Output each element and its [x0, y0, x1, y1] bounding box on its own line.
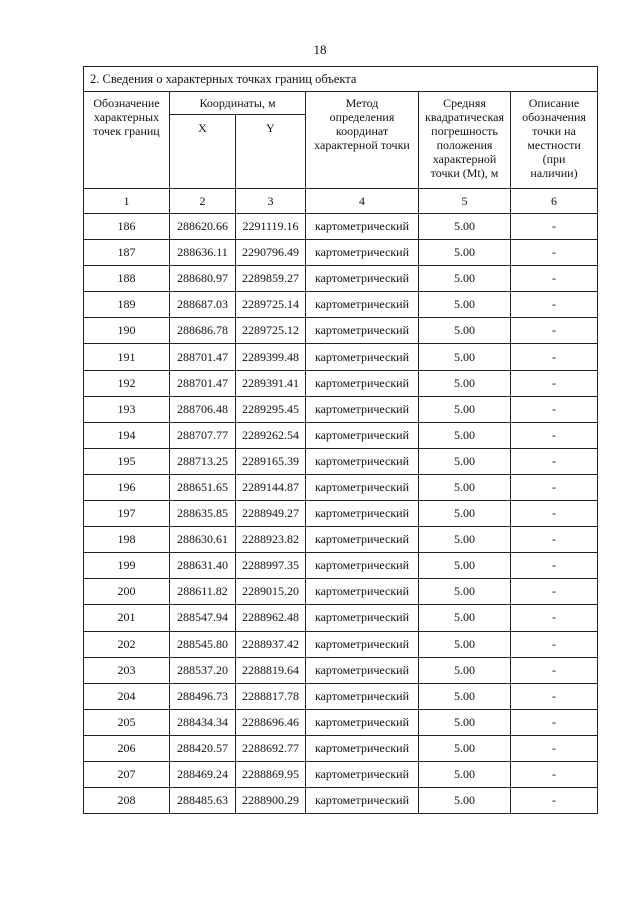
cell-y: 2289015.20	[236, 579, 306, 605]
header-description-line: Описание	[528, 96, 580, 110]
header-description-line: обозначения	[522, 110, 586, 124]
cell-y: 2289262.54	[236, 422, 306, 448]
cell-x: 288469.24	[170, 761, 236, 787]
cell-description: -	[511, 370, 598, 396]
page-number: 18	[313, 42, 327, 57]
cell-x: 288707.77	[170, 422, 236, 448]
cell-point-id: 189	[84, 292, 170, 318]
column-number: 3	[236, 189, 306, 214]
cell-x: 288434.34	[170, 709, 236, 735]
column-number: 2	[170, 189, 236, 214]
header-method-line: координат	[335, 124, 389, 138]
cell-description: -	[511, 344, 598, 370]
cell-error: 5.00	[419, 683, 511, 709]
cell-y: 2289859.27	[236, 266, 306, 292]
column-number-row	[84, 189, 598, 214]
cell-y: 2288997.35	[236, 553, 306, 579]
cell-method: картометрический	[306, 396, 419, 422]
header-error-line: положения	[436, 138, 493, 152]
cell-point-id: 192	[84, 370, 170, 396]
header-error-line: Средняя	[443, 96, 486, 110]
table-row	[84, 761, 598, 787]
cell-x: 288706.48	[170, 396, 236, 422]
cell-point-id: 188	[84, 266, 170, 292]
cell-method: картометрический	[306, 735, 419, 761]
cell-error: 5.00	[419, 266, 511, 292]
table-row	[84, 318, 598, 344]
table-row	[84, 266, 598, 292]
cell-point-id: 195	[84, 448, 170, 474]
cell-description: -	[511, 605, 598, 631]
header-point-line: точек границ	[93, 124, 160, 138]
cell-x: 288611.82	[170, 579, 236, 605]
cell-y: 2288817.78	[236, 683, 306, 709]
header-method	[306, 92, 419, 189]
cell-error: 5.00	[419, 396, 511, 422]
cell-y: 2288819.64	[236, 657, 306, 683]
cell-description: -	[511, 266, 598, 292]
cell-x: 288635.85	[170, 501, 236, 527]
header-error-line: характерной	[432, 152, 497, 166]
cell-method: картометрический	[306, 292, 419, 318]
header-method-line: определения	[329, 110, 395, 124]
cell-x: 288496.73	[170, 683, 236, 709]
cell-description: -	[511, 318, 598, 344]
cell-method: картометрический	[306, 501, 419, 527]
cell-description: -	[511, 396, 598, 422]
cell-method: картометрический	[306, 761, 419, 787]
column-number: 4	[306, 189, 419, 214]
table-row	[84, 292, 598, 318]
table-row	[84, 344, 598, 370]
header-description-line: наличии)	[530, 166, 578, 180]
cell-y: 2288696.46	[236, 709, 306, 735]
cell-description: -	[511, 709, 598, 735]
table-row	[84, 683, 598, 709]
table-row	[84, 605, 598, 631]
cell-point-id: 197	[84, 501, 170, 527]
header-point-line: Обозначение	[93, 96, 160, 110]
cell-y: 2289165.39	[236, 448, 306, 474]
table-row	[84, 422, 598, 448]
table-row	[84, 735, 598, 761]
cell-error: 5.00	[419, 370, 511, 396]
header-point-line: характерных	[93, 110, 160, 124]
cell-method: картометрический	[306, 474, 419, 500]
table-row	[84, 214, 598, 240]
cell-point-id: 207	[84, 761, 170, 787]
cell-error: 5.00	[419, 240, 511, 266]
cell-description: -	[511, 240, 598, 266]
cell-description: -	[511, 631, 598, 657]
cell-x: 288420.57	[170, 735, 236, 761]
section-title: 2. Сведения о характерных точках границ объекта	[84, 67, 598, 92]
header-description-line: местности	[527, 138, 581, 152]
cell-method: картометрический	[306, 214, 419, 240]
cell-y: 2288869.95	[236, 761, 306, 787]
cell-error: 5.00	[419, 605, 511, 631]
column-number: 5	[419, 189, 511, 214]
cell-error: 5.00	[419, 344, 511, 370]
cell-point-id: 193	[84, 396, 170, 422]
cell-error: 5.00	[419, 448, 511, 474]
cell-method: картометрический	[306, 344, 419, 370]
cell-method: картометрический	[306, 240, 419, 266]
header-description-line: (при	[542, 152, 566, 166]
cell-description: -	[511, 735, 598, 761]
table-row	[84, 370, 598, 396]
cell-x: 288713.25	[170, 448, 236, 474]
cell-method: картометрический	[306, 579, 419, 605]
cell-method: картометрический	[306, 788, 419, 814]
cell-description: -	[511, 422, 598, 448]
cell-y: 2288949.27	[236, 501, 306, 527]
cell-y: 2289391.41	[236, 370, 306, 396]
table-row	[84, 579, 598, 605]
cell-x: 288636.11	[170, 240, 236, 266]
cell-description: -	[511, 527, 598, 553]
cell-y: 2288692.77	[236, 735, 306, 761]
cell-description: -	[511, 579, 598, 605]
cell-error: 5.00	[419, 657, 511, 683]
cell-y: 2291119.16	[236, 214, 306, 240]
cell-method: картометрический	[306, 553, 419, 579]
cell-y: 2288923.82	[236, 527, 306, 553]
cell-x: 288620.66	[170, 214, 236, 240]
cell-y: 2288900.29	[236, 788, 306, 814]
table-row	[84, 631, 598, 657]
table-row	[84, 788, 598, 814]
table-row	[84, 501, 598, 527]
cell-method: картометрический	[306, 448, 419, 474]
cell-point-id: 208	[84, 788, 170, 814]
cell-method: картометрический	[306, 370, 419, 396]
header-error-line: квадратическая	[425, 110, 504, 124]
cell-error: 5.00	[419, 788, 511, 814]
cell-method: картометрический	[306, 422, 419, 448]
column-number: 6	[511, 189, 598, 214]
cell-y: 2288962.48	[236, 605, 306, 631]
cell-x: 288701.47	[170, 370, 236, 396]
table-row	[84, 553, 598, 579]
cell-point-id: 202	[84, 631, 170, 657]
header-error-line: точки (Mt), м	[430, 166, 499, 180]
cell-description: -	[511, 214, 598, 240]
table-row	[84, 448, 598, 474]
header-y: Y	[236, 115, 306, 189]
cell-point-id: 204	[84, 683, 170, 709]
cell-point-id: 198	[84, 527, 170, 553]
cell-x: 288680.97	[170, 266, 236, 292]
cell-y: 2289725.14	[236, 292, 306, 318]
cell-x: 288485.63	[170, 788, 236, 814]
cell-error: 5.00	[419, 474, 511, 500]
cell-error: 5.00	[419, 292, 511, 318]
table-row	[84, 709, 598, 735]
cell-y: 2290796.49	[236, 240, 306, 266]
cell-point-id: 194	[84, 422, 170, 448]
cell-error: 5.00	[419, 709, 511, 735]
header-x: X	[170, 115, 236, 189]
cell-description: -	[511, 657, 598, 683]
cell-method: картометрический	[306, 605, 419, 631]
cell-point-id: 191	[84, 344, 170, 370]
cell-x: 288651.65	[170, 474, 236, 500]
table-row	[84, 474, 598, 500]
column-number: 1	[84, 189, 170, 214]
cell-error: 5.00	[419, 631, 511, 657]
table-row	[84, 396, 598, 422]
cell-point-id: 196	[84, 474, 170, 500]
cell-description: -	[511, 448, 598, 474]
cell-error: 5.00	[419, 735, 511, 761]
header-method-line: характерной точки	[314, 138, 410, 152]
table-row	[84, 240, 598, 266]
cell-y: 2289144.87	[236, 474, 306, 500]
cell-x: 288630.61	[170, 527, 236, 553]
cell-description: -	[511, 474, 598, 500]
cell-description: -	[511, 788, 598, 814]
cell-y: 2289725.12	[236, 318, 306, 344]
table-row	[84, 657, 598, 683]
cell-x: 288687.03	[170, 292, 236, 318]
cell-method: картометрический	[306, 631, 419, 657]
cell-method: картометрический	[306, 683, 419, 709]
cell-error: 5.00	[419, 214, 511, 240]
cell-error: 5.00	[419, 422, 511, 448]
cell-method: картометрический	[306, 527, 419, 553]
cell-x: 288631.40	[170, 553, 236, 579]
cell-error: 5.00	[419, 318, 511, 344]
cell-point-id: 200	[84, 579, 170, 605]
cell-point-id: 199	[84, 553, 170, 579]
cell-method: картометрический	[306, 709, 419, 735]
cell-point-id: 206	[84, 735, 170, 761]
cell-y: 2288937.42	[236, 631, 306, 657]
header-description-line: точки на	[532, 124, 576, 138]
cell-error: 5.00	[419, 553, 511, 579]
cell-error: 5.00	[419, 501, 511, 527]
header-error-line: погрешность	[431, 124, 498, 138]
header-point	[84, 92, 170, 189]
cell-error: 5.00	[419, 761, 511, 787]
cell-error: 5.00	[419, 579, 511, 605]
table-body	[84, 214, 598, 814]
cell-point-id: 205	[84, 709, 170, 735]
header-description	[511, 92, 598, 189]
cell-error: 5.00	[419, 527, 511, 553]
cell-y: 2289399.48	[236, 344, 306, 370]
cell-description: -	[511, 292, 598, 318]
cell-point-id: 203	[84, 657, 170, 683]
cell-point-id: 186	[84, 214, 170, 240]
cell-x: 288547.94	[170, 605, 236, 631]
cell-method: картометрический	[306, 657, 419, 683]
cell-description: -	[511, 683, 598, 709]
boundary-points-table	[83, 66, 598, 814]
cell-description: -	[511, 501, 598, 527]
cell-method: картометрический	[306, 266, 419, 292]
table-row	[84, 527, 598, 553]
cell-point-id: 190	[84, 318, 170, 344]
cell-y: 2289295.45	[236, 396, 306, 422]
cell-method: картометрический	[306, 318, 419, 344]
cell-description: -	[511, 553, 598, 579]
header-coordinates: Координаты, м	[170, 92, 306, 115]
cell-x: 288537.20	[170, 657, 236, 683]
header-method-line: Метод	[345, 96, 379, 110]
cell-description: -	[511, 761, 598, 787]
cell-point-id: 187	[84, 240, 170, 266]
cell-x: 288686.78	[170, 318, 236, 344]
cell-x: 288545.80	[170, 631, 236, 657]
header-error	[419, 92, 511, 189]
cell-point-id: 201	[84, 605, 170, 631]
cell-x: 288701.47	[170, 344, 236, 370]
